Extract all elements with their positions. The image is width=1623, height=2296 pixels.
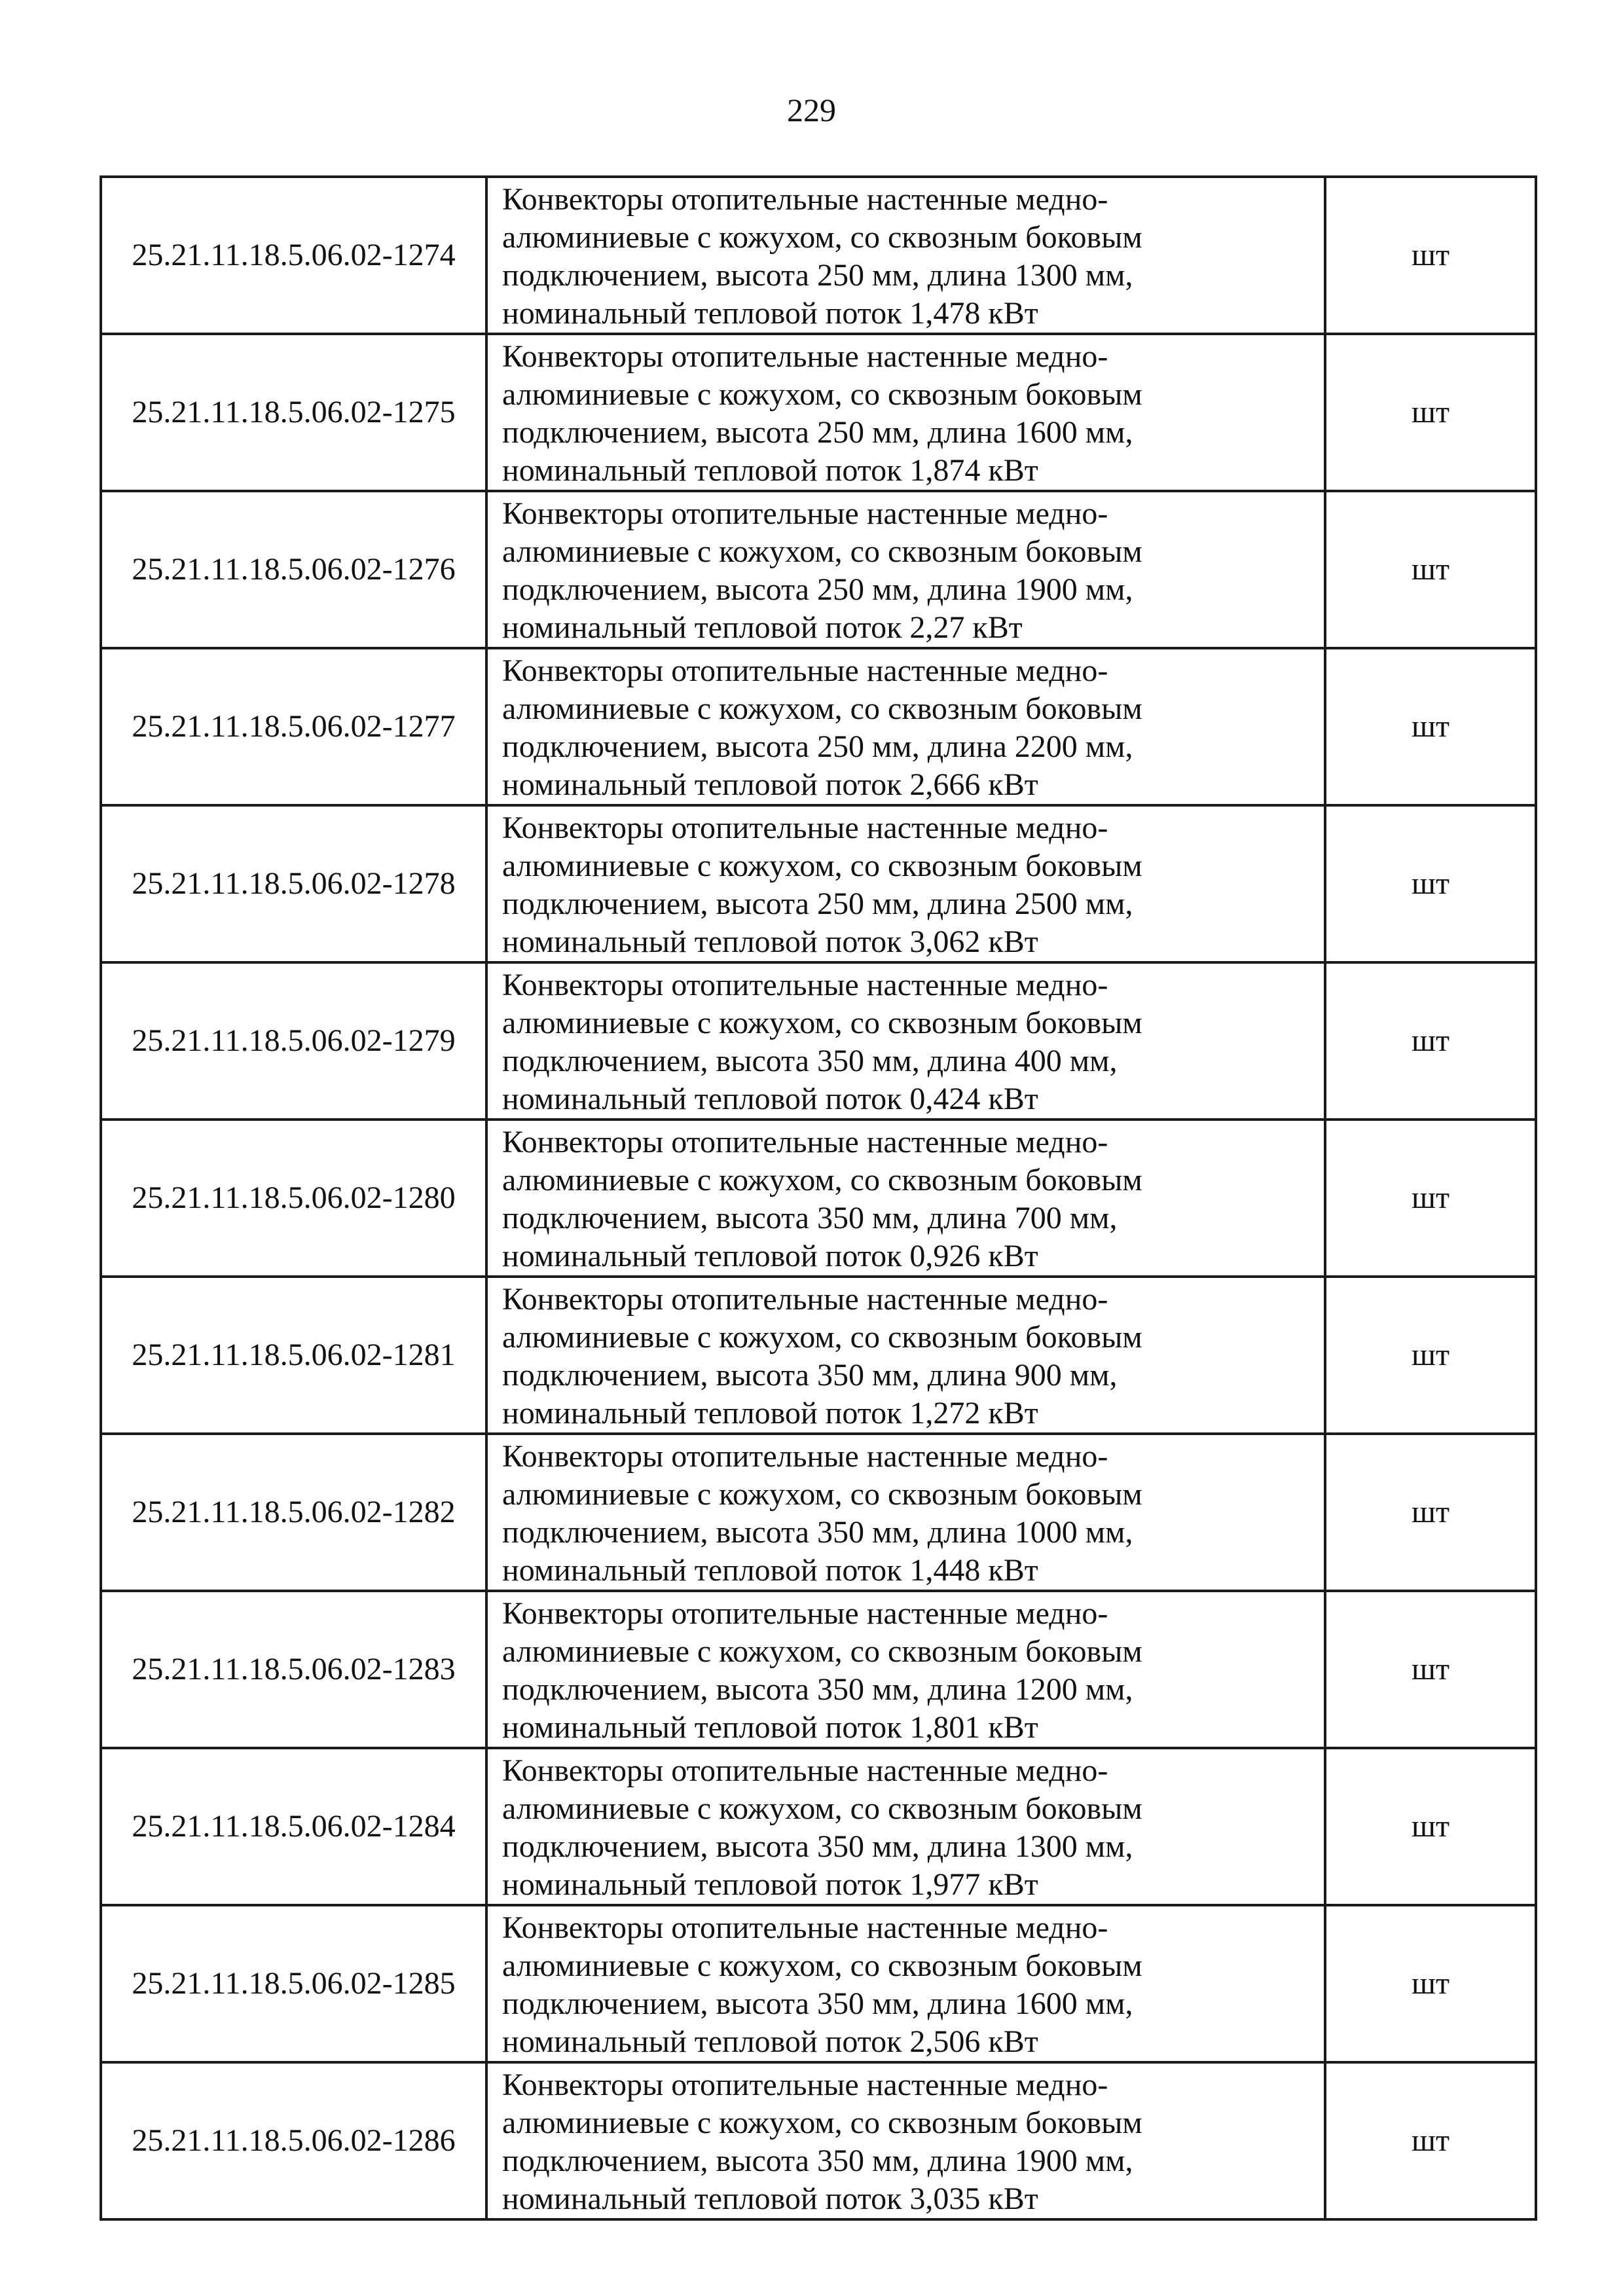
description-line: подключением, высота 350 мм, длина 400 мм, bbox=[502, 1044, 1118, 1078]
description-line: номинальный тепловой поток 1,448 кВт bbox=[502, 1553, 1038, 1588]
description-line: Конвекторы отопительные настенные медно- bbox=[502, 1596, 1108, 1631]
resource-code: 25.21.11.18.5.06.02-1274 bbox=[101, 177, 486, 334]
table-row bbox=[101, 1120, 1536, 1277]
table-body bbox=[101, 177, 1536, 2219]
resource-description bbox=[486, 177, 1325, 334]
table-row bbox=[101, 648, 1536, 805]
unit-of-measure: шт bbox=[1325, 1120, 1536, 1277]
description-line: подключением, высота 250 мм, длина 1600 мм, bbox=[502, 415, 1133, 450]
description-line: Конвекторы отопительные настенные медно- bbox=[502, 1753, 1108, 1788]
unit-of-measure: шт bbox=[1325, 805, 1536, 962]
resource-code: 25.21.11.18.5.06.02-1281 bbox=[101, 1277, 486, 1434]
description-line: подключением, высота 350 мм, длина 1000 мм, bbox=[502, 1515, 1133, 1550]
description-line: номинальный тепловой поток 1,977 кВт bbox=[502, 1867, 1038, 1902]
description-line: алюминиевые с кожухом, со сквозным боковым bbox=[502, 1320, 1142, 1355]
unit-of-measure: шт bbox=[1325, 1591, 1536, 1748]
description-line: алюминиевые с кожухом, со сквозным боковым bbox=[502, 1163, 1142, 1197]
page-number: 229 bbox=[787, 92, 836, 128]
description-line: Конвекторы отопительные настенные медно- bbox=[502, 2068, 1108, 2102]
description-line: алюминиевые с кожухом, со сквозным боковым bbox=[502, 848, 1142, 883]
table-row bbox=[101, 334, 1536, 491]
description-line: Конвекторы отопительные настенные медно- bbox=[502, 653, 1108, 688]
unit-of-measure: шт bbox=[1325, 1748, 1536, 1905]
description-line: подключением, высота 350 мм, длина 900 мм, bbox=[502, 1358, 1118, 1393]
description-line: номинальный тепловой поток 2,666 кВт bbox=[502, 767, 1038, 802]
description-line: номинальный тепловой поток 1,478 кВт bbox=[502, 296, 1038, 331]
description-line: подключением, высота 350 мм, длина 1600 мм, bbox=[502, 1986, 1133, 2021]
description-line: подключением, высота 250 мм, длина 2200 мм, bbox=[502, 729, 1133, 764]
table-row bbox=[101, 2062, 1536, 2219]
description-line: алюминиевые с кожухом, со сквозным боковым bbox=[502, 1948, 1142, 1983]
resource-code: 25.21.11.18.5.06.02-1280 bbox=[101, 1120, 486, 1277]
description-line: алюминиевые с кожухом, со сквозным боковым bbox=[502, 1006, 1142, 1040]
description-line: алюминиевые с кожухом, со сквозным боковым bbox=[502, 1477, 1142, 1512]
resource-code: 25.21.11.18.5.06.02-1284 bbox=[101, 1748, 486, 1905]
description-line: номинальный тепловой поток 3,035 кВт bbox=[502, 2181, 1038, 2216]
table-row bbox=[101, 177, 1536, 334]
resource-description bbox=[486, 1748, 1325, 1905]
resource-description bbox=[486, 1591, 1325, 1748]
description-line: подключением, высота 350 мм, длина 1300 мм, bbox=[502, 1829, 1133, 1864]
description-line: алюминиевые с кожухом, со сквозным боковым bbox=[502, 220, 1142, 255]
unit-of-measure: шт bbox=[1325, 648, 1536, 805]
resource-code: 25.21.11.18.5.06.02-1278 bbox=[101, 805, 486, 962]
description-line: номинальный тепловой поток 2,27 кВт bbox=[502, 610, 1023, 645]
table-row bbox=[101, 1905, 1536, 2062]
description-line: алюминиевые с кожухом, со сквозным боковым bbox=[502, 534, 1142, 569]
description-line: подключением, высота 350 мм, длина 1200 мм, bbox=[502, 1672, 1133, 1707]
table-row bbox=[101, 491, 1536, 648]
table-row bbox=[101, 1434, 1536, 1591]
description-line: Конвекторы отопительные настенные медно- bbox=[502, 182, 1108, 217]
unit-of-measure: шт bbox=[1325, 334, 1536, 491]
description-line: Конвекторы отопительные настенные медно- bbox=[502, 968, 1108, 1002]
resource-description bbox=[486, 2062, 1325, 2219]
description-line: подключением, высота 250 мм, длина 2500 мм, bbox=[502, 886, 1133, 921]
unit-of-measure: шт bbox=[1325, 962, 1536, 1120]
description-line: Конвекторы отопительные настенные медно- bbox=[502, 496, 1108, 531]
resource-description bbox=[486, 1277, 1325, 1434]
unit-of-measure: шт bbox=[1325, 491, 1536, 648]
description-line: алюминиевые с кожухом, со сквозным боковым bbox=[502, 1634, 1142, 1669]
table-row bbox=[101, 1748, 1536, 1905]
description-line: номинальный тепловой поток 0,926 кВт bbox=[502, 1239, 1038, 1273]
description-line: номинальный тепловой поток 3,062 кВт bbox=[502, 924, 1038, 959]
table-row bbox=[101, 1277, 1536, 1434]
description-line: номинальный тепловой поток 1,874 кВт bbox=[502, 453, 1038, 488]
unit-of-measure: шт bbox=[1325, 1434, 1536, 1591]
description-line: алюминиевые с кожухом, со сквозным боковым bbox=[502, 377, 1142, 412]
resource-description bbox=[486, 1905, 1325, 2062]
description-line: Конвекторы отопительные настенные медно- bbox=[502, 339, 1108, 374]
resource-description bbox=[486, 1434, 1325, 1591]
resource-table bbox=[100, 175, 1537, 2221]
unit-of-measure: шт bbox=[1325, 177, 1536, 334]
description-line: Конвекторы отопительные настенные медно- bbox=[502, 1125, 1108, 1159]
description-line: Конвекторы отопительные настенные медно- bbox=[502, 1910, 1108, 1945]
description-line: подключением, высота 250 мм, длина 1900 мм, bbox=[502, 572, 1133, 607]
resource-code: 25.21.11.18.5.06.02-1285 bbox=[101, 1905, 486, 2062]
description-line: Конвекторы отопительные настенные медно- bbox=[502, 1439, 1108, 1474]
resource-description bbox=[486, 805, 1325, 962]
unit-of-measure: шт bbox=[1325, 1905, 1536, 2062]
table-row bbox=[101, 1591, 1536, 1748]
description-line: подключением, высота 350 мм, длина 700 мм, bbox=[502, 1201, 1118, 1235]
description-line: подключением, высота 350 мм, длина 1900 мм, bbox=[502, 2143, 1133, 2178]
resource-description bbox=[486, 962, 1325, 1120]
resource-description bbox=[486, 334, 1325, 491]
description-line: Конвекторы отопительные настенные медно- bbox=[502, 1282, 1108, 1317]
resource-description bbox=[486, 491, 1325, 648]
resource-code: 25.21.11.18.5.06.02-1286 bbox=[101, 2062, 486, 2219]
description-line: подключением, высота 250 мм, длина 1300 мм, bbox=[502, 258, 1133, 293]
description-line: номинальный тепловой поток 0,424 кВт bbox=[502, 1082, 1038, 1116]
description-line: номинальный тепловой поток 1,801 кВт bbox=[502, 1710, 1038, 1745]
description-line: номинальный тепловой поток 1,272 кВт bbox=[502, 1396, 1038, 1430]
resource-code: 25.21.11.18.5.06.02-1277 bbox=[101, 648, 486, 805]
unit-of-measure: шт bbox=[1325, 1277, 1536, 1434]
resource-code: 25.21.11.18.5.06.02-1275 bbox=[101, 334, 486, 491]
table-row bbox=[101, 805, 1536, 962]
unit-of-measure: шт bbox=[1325, 2062, 1536, 2219]
resource-code: 25.21.11.18.5.06.02-1282 bbox=[101, 1434, 486, 1591]
resource-code: 25.21.11.18.5.06.02-1283 bbox=[101, 1591, 486, 1748]
description-line: алюминиевые с кожухом, со сквозным боковым bbox=[502, 1791, 1142, 1826]
table-row bbox=[101, 962, 1536, 1120]
description-line: номинальный тепловой поток 2,506 кВт bbox=[502, 2024, 1038, 2059]
resource-description bbox=[486, 648, 1325, 805]
description-line: алюминиевые с кожухом, со сквозным боковым bbox=[502, 2105, 1142, 2140]
resource-description bbox=[486, 1120, 1325, 1277]
description-line: алюминиевые с кожухом, со сквозным боковым bbox=[502, 691, 1142, 726]
resource-code: 25.21.11.18.5.06.02-1276 bbox=[101, 491, 486, 648]
resource-code: 25.21.11.18.5.06.02-1279 bbox=[101, 962, 486, 1120]
description-line: Конвекторы отопительные настенные медно- bbox=[502, 811, 1108, 845]
